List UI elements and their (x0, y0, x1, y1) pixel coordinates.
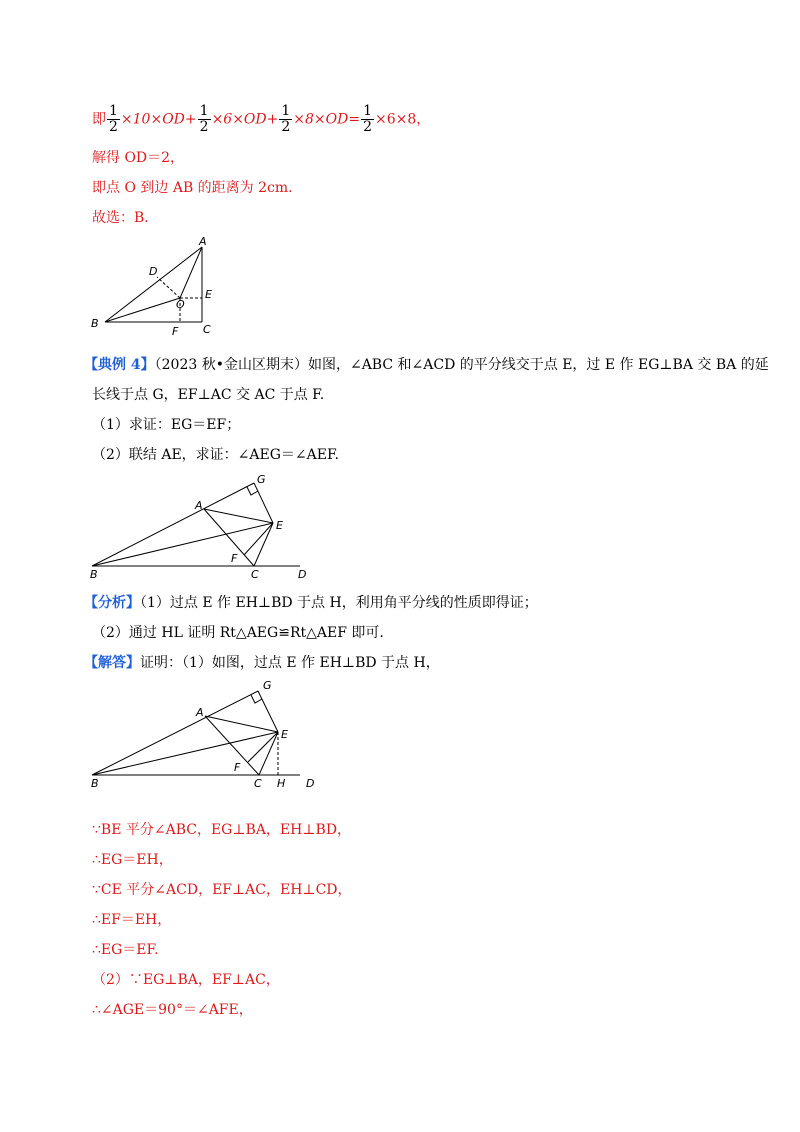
fig1-label-c: C (203, 323, 211, 336)
fraction-num: 1 (281, 103, 291, 119)
fig3-label-a: A (196, 706, 204, 719)
eq-term-1: ×10×OD+ (120, 111, 197, 128)
fraction-num: 1 (363, 103, 373, 119)
fig2-label-g: G (257, 473, 266, 486)
fraction-half (198, 104, 211, 135)
proof-line-7: ∴∠AGE＝90°＝∠AFE， (92, 1002, 253, 1018)
fraction-half (361, 104, 374, 135)
figure-3-triangle (86, 676, 326, 791)
distance-line: 即点 O 到边 AB 的距离为 2cm. (92, 180, 293, 196)
eq-prefix: 即 (92, 111, 106, 128)
answer-text: 证明：（1）如图，过点 E 作 EH⊥BD 于点 H， (140, 655, 440, 671)
proof-line-2: ∴EG＝EH， (92, 852, 173, 868)
fig2-label-a: A (195, 499, 203, 512)
fig1-label-o: O (176, 298, 185, 311)
fig2-label-e: E (276, 519, 283, 532)
analysis-line-1 (84, 593, 538, 613)
proof-line-4: ∴EF＝EH， (92, 912, 172, 928)
fraction-num: 1 (109, 103, 118, 119)
example-4-text1: 如图，∠ABC 和∠ACD 的平分线交于点 E，过 E 作 EG⊥BA 交 BA 的延 (307, 357, 769, 373)
fraction-half (279, 104, 292, 135)
eq-term-3: ×8×OD= (293, 111, 361, 128)
analysis-tag: 【分析】 (84, 595, 140, 611)
example-4-text2: 长线于点 G，EF⊥AC 交 AC 于点 F. (92, 387, 325, 403)
analysis-text-1: （1）过点 E 作 EH⊥BD 于点 H，利用角平分线的性质即得证； (140, 595, 538, 611)
fraction-den: 2 (109, 119, 118, 135)
proof-line-3: ∵CE 平分∠ACD，EF⊥AC，EH⊥CD， (92, 882, 352, 898)
fig3-label-e: E (281, 728, 288, 741)
fig1-label-a: A (199, 235, 207, 248)
proof-line-5: ∴EG＝EF. (92, 942, 159, 958)
example-4-question-1: （1）求证：EG＝EF； (92, 417, 241, 433)
fraction-half (107, 104, 120, 135)
solve-line: 解得 OD＝2， (92, 150, 185, 166)
fig1-label-e: E (205, 288, 212, 301)
choice-line: 故选：B． (92, 210, 159, 226)
fig2-label-d: D (298, 568, 307, 581)
example-4-source: （2023 秋•金山区期末） (154, 357, 308, 373)
fig2-label-b: B (90, 568, 98, 581)
figure-1-triangle (88, 234, 228, 339)
eq-term-2: ×6×OD+ (211, 111, 279, 128)
fraction-den: 2 (199, 119, 209, 135)
fraction-den: 2 (281, 119, 291, 135)
fraction-den: 2 (363, 119, 373, 135)
fig3-label-h: H (277, 777, 286, 790)
fig3-label-c: C (254, 777, 262, 790)
proof-line-1: ∵BE 平分∠ABC，EG⊥BA，EH⊥BD， (92, 822, 352, 838)
answer-tag: 【解答】 (84, 655, 140, 671)
fig1-label-f: F (172, 325, 179, 338)
fraction-num: 1 (199, 103, 209, 119)
fig3-label-d: D (306, 777, 315, 790)
fig2-label-f: F (231, 552, 238, 565)
fig3-label-g: G (263, 679, 272, 692)
eq-term-4: ×6×8， (375, 111, 431, 128)
answer-line (84, 653, 440, 673)
proof-line-6: （2）∵EG⊥BA，EF⊥AC， (92, 972, 280, 988)
fig3-label-b: B (91, 777, 99, 790)
fig1-label-d: D (149, 265, 158, 278)
example-4-tag: 【典例 4】 (84, 357, 155, 373)
fig1-label-b: B (91, 317, 99, 330)
analysis-line-2: （2）通过 HL 证明 Rt△AEG≌Rt△AEF 即可. (92, 625, 384, 641)
equation-line (92, 104, 430, 135)
example-4-header (84, 355, 769, 375)
fig2-label-c: C (251, 568, 259, 581)
example-4-question-2: （2）联结 AE，求证：∠AEG＝∠AEF. (92, 447, 339, 463)
fig3-label-f: F (234, 761, 241, 774)
figure-2-triangle (86, 472, 326, 582)
